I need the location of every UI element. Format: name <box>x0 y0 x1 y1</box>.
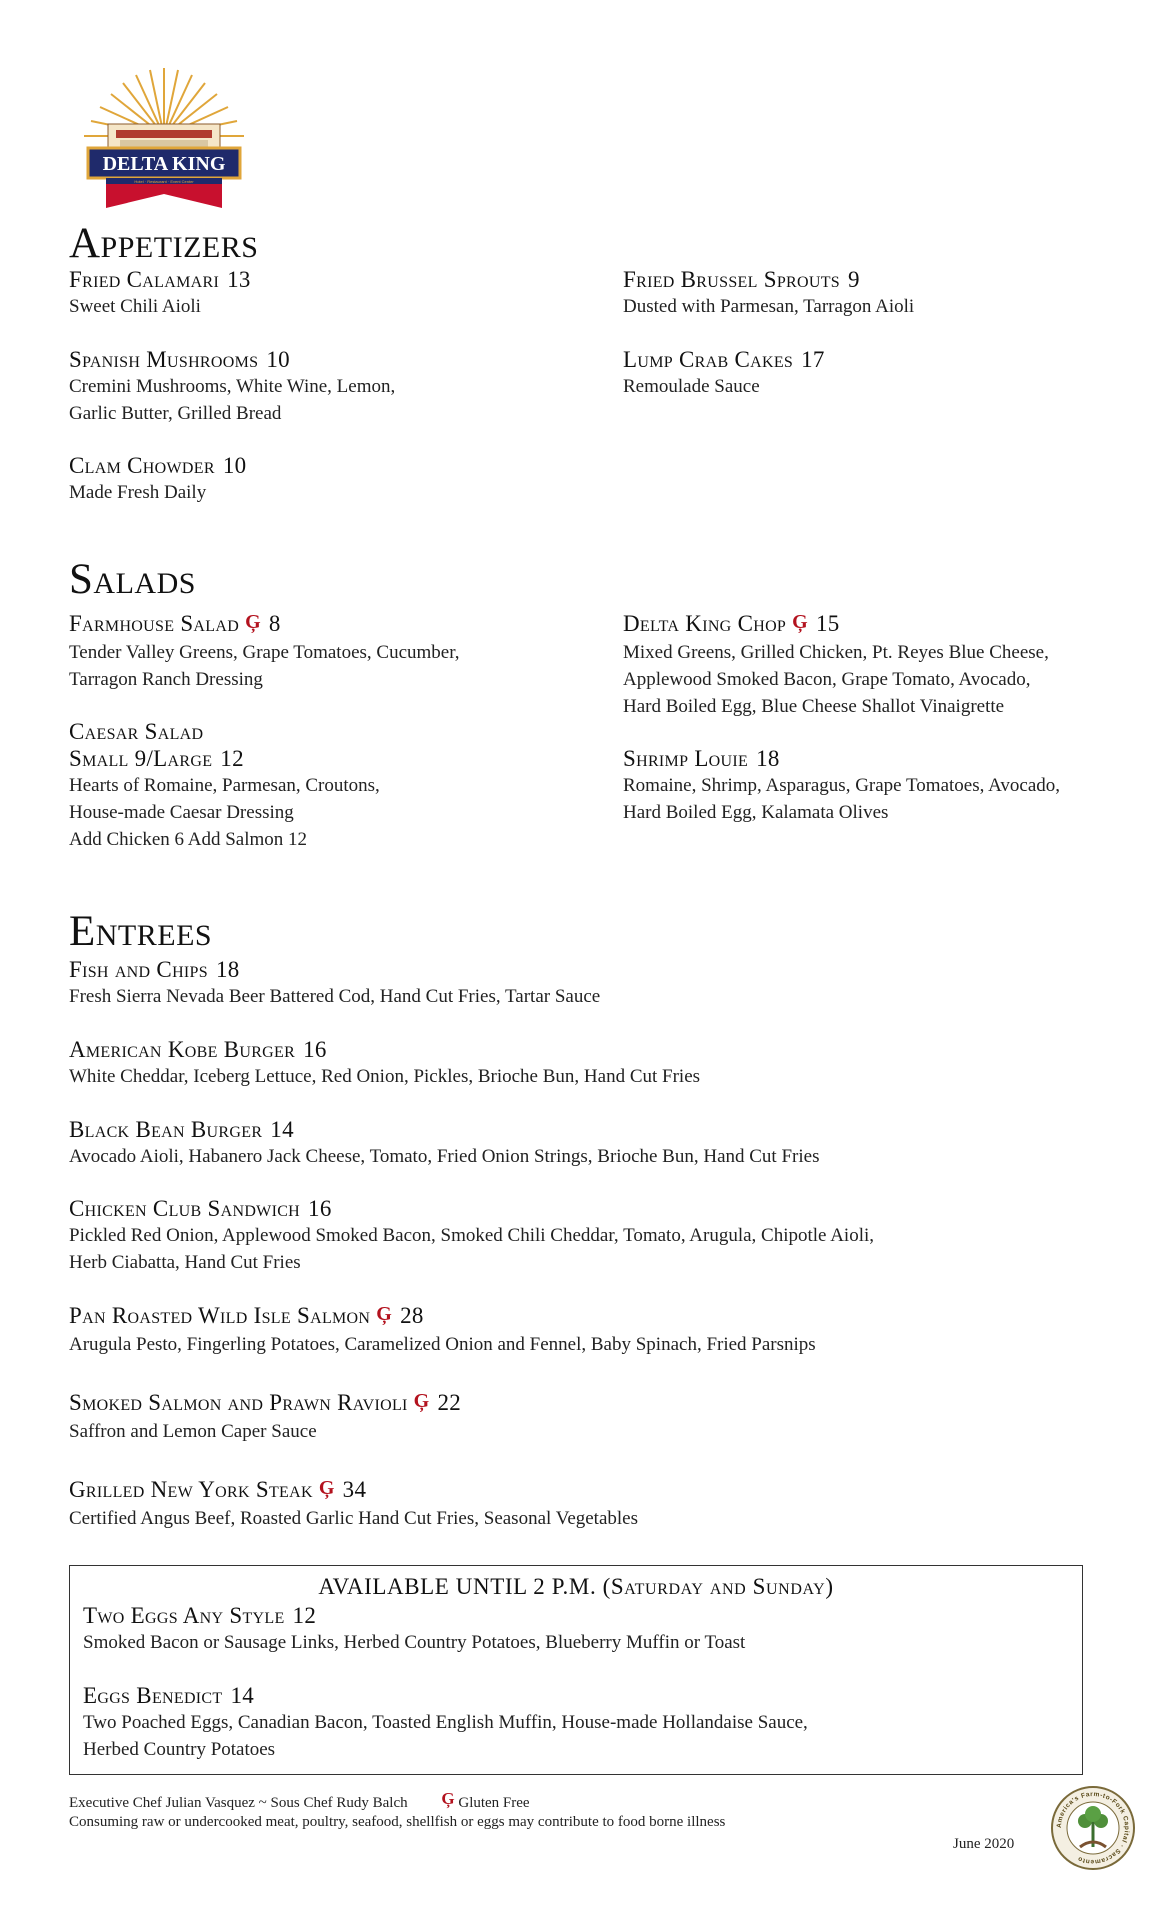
item-description: House-made Caesar Dressing <box>69 802 294 823</box>
item-price: 28 <box>400 1303 424 1328</box>
menu-item <box>69 266 589 320</box>
appetizers-heading: Appetizers <box>69 220 259 267</box>
item-price: 14 <box>270 1117 294 1142</box>
item-description: Mixed Greens, Grilled Chicken, Pt. Reyes Blue Cheese, <box>623 642 1049 663</box>
item-description: Tender Valley Greens, Grape Tomatoes, Cucumber, <box>69 642 460 663</box>
item-name: Farmhouse Salad <box>69 611 240 636</box>
item-description: Garlic Butter, Grilled Bread <box>69 403 282 424</box>
item-description: Two Poached Eggs, Canadian Bacon, Toasted English Muffin, House-made Hollandaise Sauce, <box>83 1712 808 1733</box>
menu-item <box>69 956 1129 1010</box>
item-description: Tarragon Ranch Dressing <box>69 669 263 690</box>
item-description: Certified Angus Beef, Roasted Garlic Hand Cut Fries, Seasonal Vegetables <box>69 1508 638 1529</box>
item-name: Pan Roasted Wild Isle Salmon <box>69 1303 371 1328</box>
menu-item <box>69 610 589 693</box>
item-name: Chicken Club Sandwich <box>69 1196 301 1221</box>
gluten-free-icon: Ģ <box>413 1390 430 1412</box>
item-size-options: Small 9/Large <box>69 746 213 771</box>
gluten-free-icon: Ģ <box>245 611 261 633</box>
item-name: Lump Crab Cakes <box>623 347 794 372</box>
gluten-free-icon: Ģ <box>376 1303 393 1325</box>
item-name: Black Bean Burger <box>69 1117 263 1142</box>
delta-king-logo <box>66 66 262 216</box>
entrees-heading: Entrees <box>69 908 213 955</box>
menu-item <box>83 1602 1063 1656</box>
menu-item <box>69 1116 1129 1170</box>
item-price: 18 <box>756 746 780 771</box>
logo-tagline: Hotel · Restaurant · Event Center <box>134 179 194 184</box>
item-price: 14 <box>230 1683 255 1708</box>
item-price: 18 <box>215 957 240 982</box>
item-description: Sweet Chili Aioli <box>69 296 201 317</box>
item-name: American Kobe Burger <box>69 1037 296 1062</box>
item-description: Fresh Sierra Nevada Beer Battered Cod, Hand Cut Fries, Tartar Sauce <box>69 986 601 1007</box>
menu-item <box>623 266 1143 320</box>
item-description: Herbed Country Potatoes <box>83 1739 276 1760</box>
farm-to-fork-seal <box>1050 1785 1136 1871</box>
item-name: Eggs Benedict <box>83 1683 223 1708</box>
item-price: 22 <box>437 1390 462 1415</box>
item-name: Fish and Chips <box>69 957 208 982</box>
chef-names: Executive Chef Julian Vasquez ~ Sous Chef Rudy Balch <box>69 1795 408 1811</box>
seal-text: America's Farm-to-Fork Capital · Sacramento <box>1055 1790 1131 1866</box>
menu-date: June 2020 <box>953 1836 1015 1852</box>
item-name: Two Eggs Any Style <box>83 1603 285 1628</box>
item-name: Caesar Salad <box>69 719 204 744</box>
item-name: Spanish Mushrooms <box>69 347 259 372</box>
item-description: Herb Ciabatta, Hand Cut Fries <box>69 1252 301 1273</box>
item-description: Avocado Aioli, Habanero Jack Cheese, Tomato, Fried Onion Strings, Brioche Bun, Hand Cut Fries <box>69 1146 820 1167</box>
item-price: 34 <box>342 1477 367 1502</box>
item-description: Hearts of Romaine, Parmesan, Croutons, <box>69 775 380 796</box>
menu-item <box>69 1476 1129 1532</box>
chef-credits <box>69 1789 530 1812</box>
menu-item <box>69 1036 1129 1090</box>
item-description: Applewood Smoked Bacon, Grape Tomato, Avocado, <box>623 669 1031 690</box>
salads-heading: Salads <box>69 556 196 603</box>
gluten-free-icon: Ģ <box>441 1789 455 1808</box>
menu-item <box>69 718 589 853</box>
menu-item <box>69 452 589 506</box>
item-price: 16 <box>303 1037 327 1062</box>
item-description: Romaine, Shrimp, Asparagus, Grape Tomatoes, Avocado, <box>623 775 1060 796</box>
item-price: 10 <box>222 453 247 478</box>
brunch-box <box>69 1565 1083 1775</box>
item-description: Cremini Mushrooms, White Wine, Lemon, <box>69 376 396 397</box>
item-name: Grilled New York Steak <box>69 1477 313 1502</box>
item-description: Dusted with Parmesan, Tarragon Aioli <box>623 296 915 317</box>
item-description: Hard Boiled Egg, Kalamata Olives <box>623 802 889 823</box>
menu-item <box>623 745 1143 826</box>
item-price: 16 <box>308 1196 332 1221</box>
gluten-free-icon: Ģ <box>792 611 808 633</box>
item-description: Remoulade Sauce <box>623 376 760 397</box>
item-price: 12 <box>292 1603 317 1628</box>
item-name: Fried Calamari <box>69 267 220 292</box>
item-description: Smoked Bacon or Sausage Links, Herbed Country Potatoes, Blueberry Muffin or Toast <box>83 1632 746 1653</box>
item-description: Saffron and Lemon Caper Sauce <box>69 1421 317 1442</box>
menu-item <box>69 1195 1129 1276</box>
food-safety-warning: Consuming raw or undercooked meat, poultry, seafood, shellfish or eggs may contribute to food borne illness <box>69 1814 726 1830</box>
item-price: 9 <box>847 267 860 292</box>
menu-item <box>69 346 589 427</box>
item-description: Made Fresh Daily <box>69 482 207 503</box>
item-price: 13 <box>227 267 251 292</box>
item-name: Smoked Salmon and Prawn Ravioli <box>69 1390 408 1415</box>
menu-item <box>69 1389 1129 1445</box>
gluten-free-icon: Ģ <box>318 1477 335 1499</box>
menu-item <box>69 1302 1129 1358</box>
menu-item <box>83 1682 1063 1763</box>
menu-item <box>623 346 1143 400</box>
gluten-free-legend: Gluten Free <box>458 1795 530 1811</box>
item-price: 8 <box>268 611 281 636</box>
item-price: 12 <box>220 746 244 771</box>
item-name: Delta King Chop <box>623 611 787 636</box>
item-price: 15 <box>816 611 840 636</box>
brunch-heading: AVAILABLE UNTIL 2 P.M. (Saturday and Sunday) <box>318 1574 834 1599</box>
item-price: 17 <box>801 347 825 372</box>
item-description: Arugula Pesto, Fingerling Potatoes, Caramelized Onion and Fennel, Baby Spinach, Fried Parsnips <box>69 1334 816 1355</box>
item-description: White Cheddar, Iceberg Lettuce, Red Onion, Pickles, Brioche Bun, Hand Cut Fries <box>69 1066 701 1087</box>
item-description: Add Chicken 6 Add Salmon 12 <box>69 829 308 850</box>
logo-wordmark: DELTA KING <box>102 153 226 175</box>
item-price: 10 <box>266 347 290 372</box>
item-description: Hard Boiled Egg, Blue Cheese Shallot Vinaigrette <box>623 696 1005 717</box>
item-name: Shrimp Louie <box>623 746 749 771</box>
item-name: Fried Brussel Sprouts <box>623 267 840 292</box>
item-name: Clam Chowder <box>69 453 215 478</box>
item-description: Pickled Red Onion, Applewood Smoked Bacon, Smoked Chili Cheddar, Tomato, Arugula, Chipotle Aioli, <box>69 1225 875 1246</box>
menu-item <box>623 610 1143 720</box>
